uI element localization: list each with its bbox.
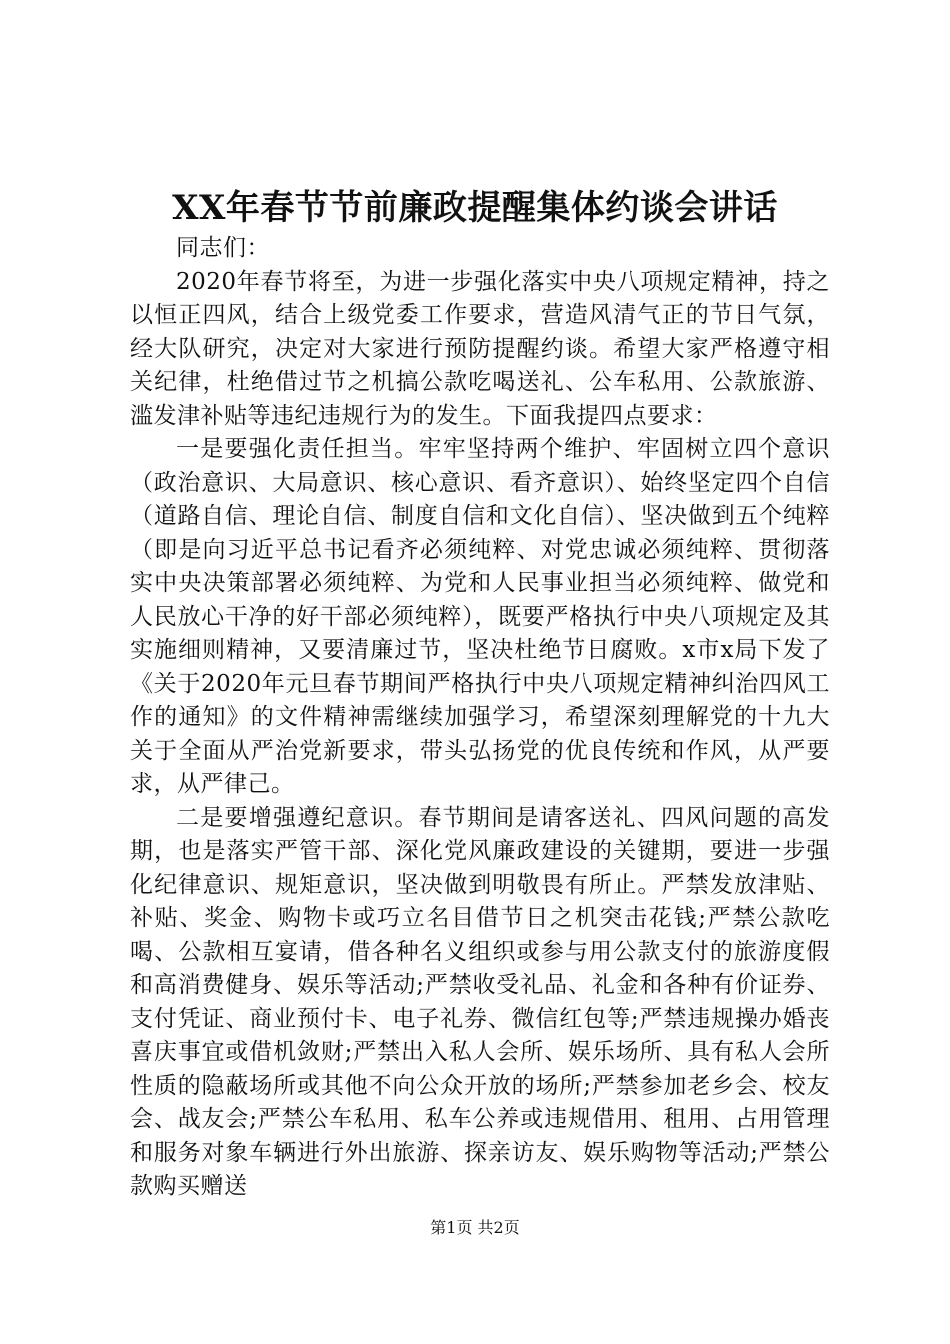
page-footer: 第1页 共2页 <box>430 1218 520 1237</box>
salutation-paragraph: 同志们： <box>176 235 270 261</box>
requirement-two-paragraph: 二是要增强遵纪意识。春节期间是请客送礼、四风问题的高发期，也是落实严管干部、深化党风廉政建设的关键期，要进一步强化纪律意识、规矩意识，坚决做到明敬畏有所止。严禁发放津贴、补贴、奖金、购物卡或巧立名目借节日之机突击花钱;严禁公款吃喝、公款相互宴请，借各种名义组织或参与用公款支付的旅游度假和高消费健身、娱乐等活动;严禁收受礼品、礼金和各种有价证券、支付凭证、商业预付卡、电子礼券、微信红包等;严禁违规操办婚丧喜庆事宜或借机敛财;严禁出入私人会所、娱乐场所、具有私人会所性质的隐蔽场所或其他不向公众开放的场所;严禁参加老乡会、校友会、战友会;严禁公车私用、私车公养或违规借用、租用、占用管理和服务对象车辆进行外出旅游、探亲访友、娱乐购物等活动;严禁公款购买赠送 <box>130 804 830 1199</box>
requirement-one-paragraph: 一是要强化责任担当。牢牢坚持两个维护、牢固树立四个意识（政治意识、大局意识、核心意识、看齐意识）、始终坚定四个自信（道路自信、理论自信、制度自信和文化自信）、坚决做到五个纯粹（即是向习近平总书记看齐必须纯粹、对党忠诚必须纯粹、贯彻落实中央决策部署必须纯粹、为党和人民事业担当必须纯粹、做党和人民放心干净的好干部必须纯粹），既要严格执行中央八项规定及其实施细则精神，又要清廉过节，坚决杜绝节日腐败。x市x局下发了《关于2020年元旦春节期间严格执行中央八项规定精神纠治四风工作的通知》的文件精神需继续加强学习，希望深刻理解党的十九大关于全面从严治党新要求，带头弘扬党的优良传统和作风，从严要求，从严律己。 <box>130 436 830 797</box>
document-title: XX年春节节前廉政提醒集体约谈会讲话 <box>172 188 778 228</box>
intro-paragraph: 2020年春节将至，为进一步强化落实中央八项规定精神，持之以恒正四风，结合上级党委工作要求，营造风清气正的节日气氛，经大队研究，决定对大家进行预防提醒约谈。希望大家严格遵守相关纪律，杜绝借过节之机搞公款吃喝送礼、公车私用、公款旅游、滥发津补贴等违纪违规行为的发生。下面我提四点要求： <box>130 268 830 429</box>
document-body <box>130 232 830 1204</box>
